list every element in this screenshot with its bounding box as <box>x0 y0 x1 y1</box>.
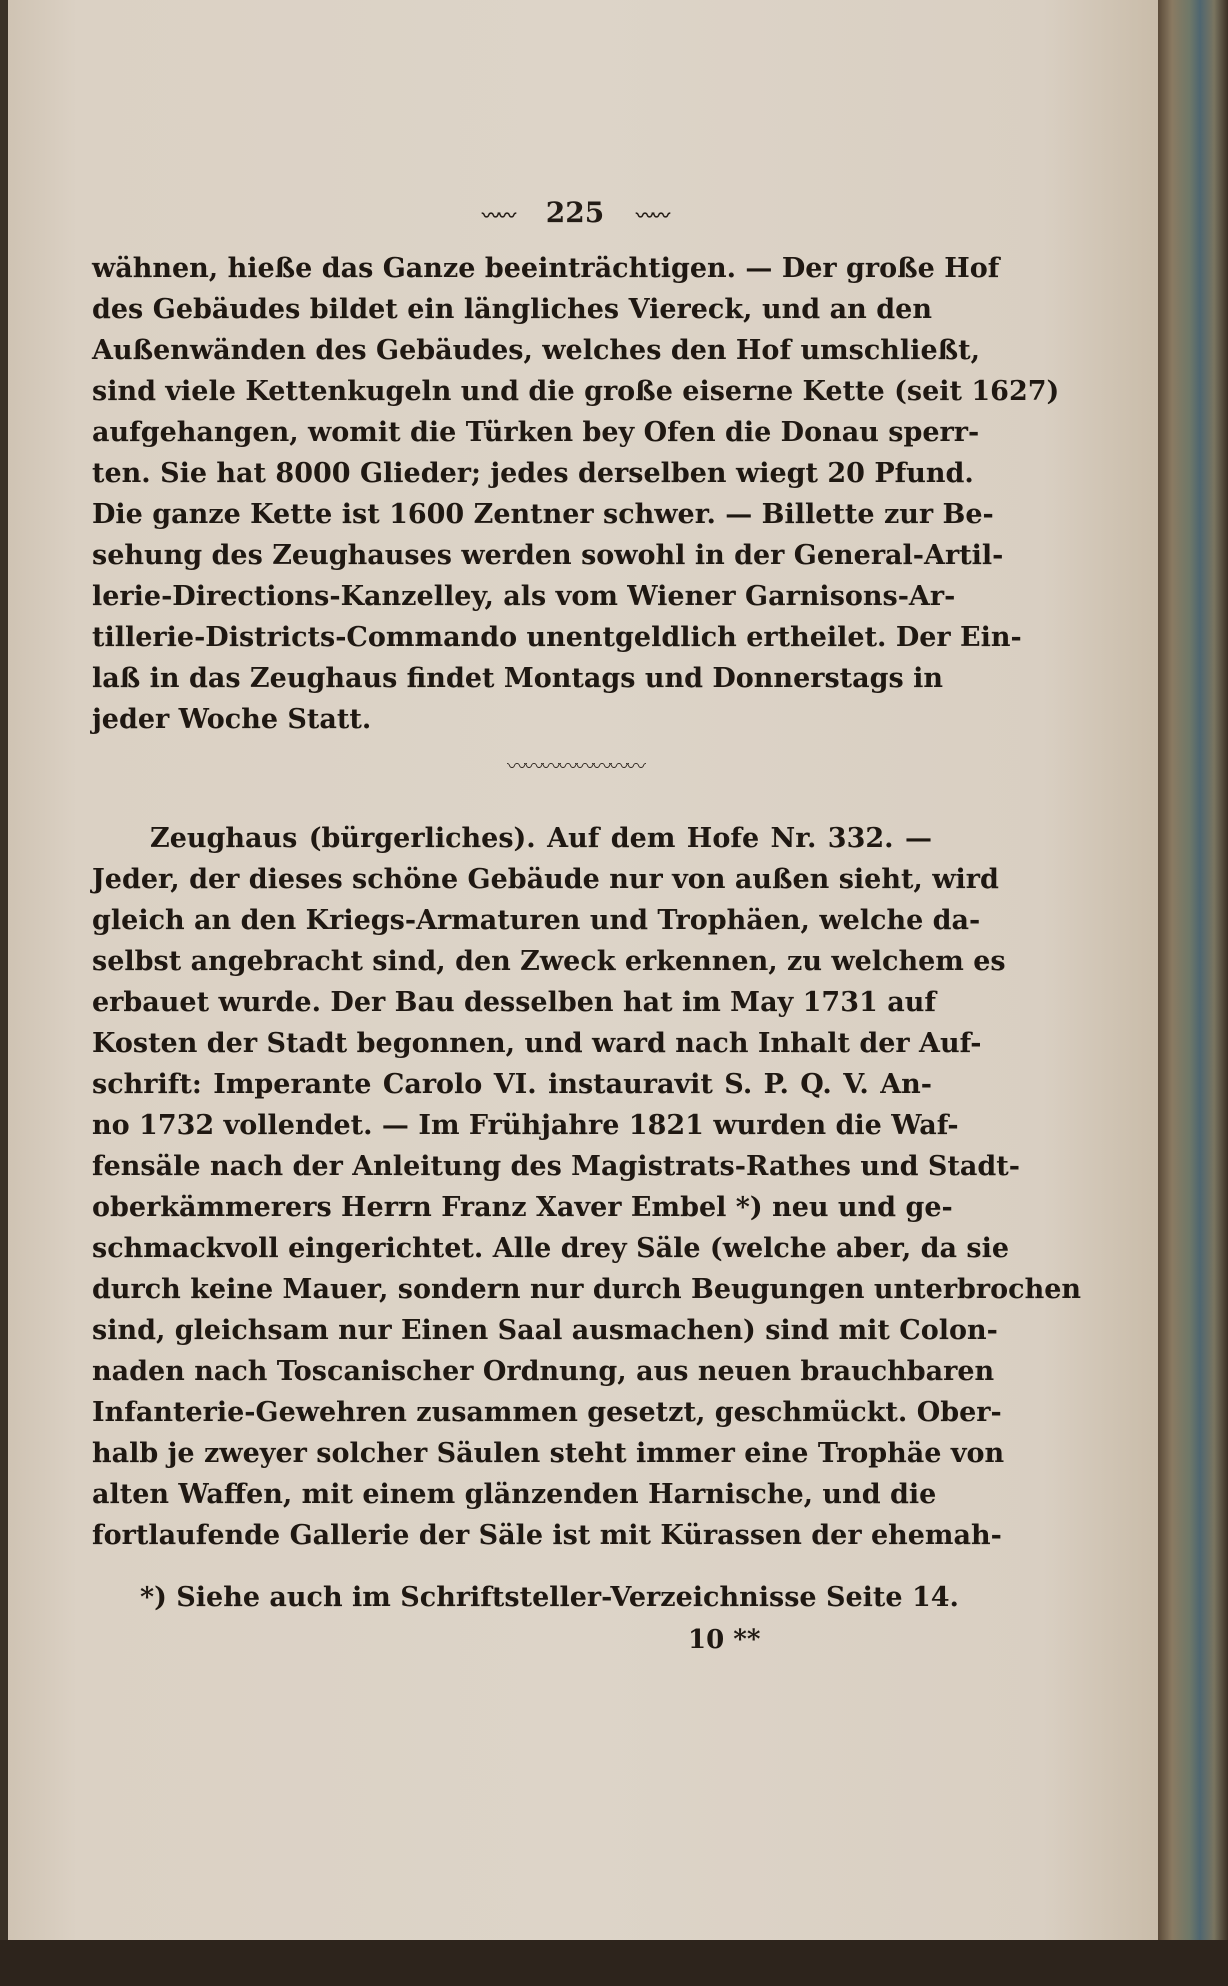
text-line: ten. Sie hat 8000 Glieder; jedes derselben wiegt 20 Pfund. <box>92 458 974 489</box>
text-line: wähnen, hieße das Ganze beeinträchtigen. — Der große Hof <box>92 253 1000 284</box>
text-line: Infanterie-Gewehren zusammen gesetzt, geschmückt. Ober- <box>92 1397 1002 1428</box>
text-line: durch keine Mauer, sondern nur durch Beugungen unterbrochen <box>92 1274 1082 1305</box>
text-line: selbst angebracht sind, den Zweck erkennen, zu welchem es <box>92 946 1006 977</box>
text-line: no 1732 vollendet. — Im Frühjahre 1821 wurden die Waf- <box>92 1110 959 1141</box>
text-line: schrift: Imperante Carolo VI. instauravit S. P. Q. V. An- <box>92 1069 932 1100</box>
running-header <box>0 196 1150 229</box>
paragraph-arsenal-civic <box>92 818 1082 1556</box>
text-line: Die ganze Kette ist 1600 Zentner schwer. — Billette zur Be- <box>92 499 994 530</box>
text-line: sehung des Zeughauses werden sowohl in der General-Artil- <box>92 540 1004 571</box>
text-line: Kosten der Stadt begonnen, und ward nach Inhalt der Auf- <box>92 1028 982 1059</box>
text-line: fortlaufende Gallerie der Säle ist mit Kürassen der ehemah- <box>92 1520 1002 1551</box>
book-fore-edge <box>1158 0 1228 1986</box>
text-line: lerie-Directions-Kanzelley, als vom Wiener Garnisons-Ar- <box>92 581 956 612</box>
text-line: aufgehangen, womit die Türken bey Ofen die Donau sperr- <box>92 417 980 448</box>
signature-mark: 10 ** <box>688 1625 761 1655</box>
text-line: Zeughaus (bürgerliches). Auf dem Hofe Nr. 332. — <box>150 823 932 854</box>
page-number: 225 <box>545 196 605 229</box>
scan-border <box>0 1940 1228 1986</box>
text-line: laß in das Zeughaus findet Montags und Donnerstags in <box>92 663 944 694</box>
text-line: des Gebäudes bildet ein längliches Viereck, und an den <box>92 294 932 325</box>
footnote: *) Siehe auch im Schriftsteller-Verzeichnisse Seite 14. <box>140 1582 959 1613</box>
text-line: sind viele Kettenkugeln und die große eiserne Kette (seit 1627) <box>92 376 1060 407</box>
text-line: tillerie-Districts-Commando unentgeldlich ertheilet. Der Ein- <box>92 622 1022 653</box>
text-line: oberkämmerers Herrn Franz Xaver Embel *) neu und ge- <box>92 1192 953 1223</box>
text-line: erbauet wurde. Der Bau desselben hat im May 1731 auf <box>92 987 936 1018</box>
section-divider: 〰〰〰〰〰〰〰〰 <box>507 754 643 778</box>
paragraph-arsenal-imperial <box>92 248 1060 740</box>
text-line: gleich an den Kriegs-Armaturen und Trophäen, welche da- <box>92 905 981 936</box>
text-line: alten Waffen, mit einem glänzenden Harnische, und die <box>92 1479 937 1510</box>
text-line: fensäle nach der Anleitung des Magistrats-Rathes und Stadt- <box>92 1151 1020 1182</box>
text-line: Jeder, der dieses schöne Gebäude nur von außen sieht, wird <box>92 864 999 895</box>
header-ornament-right: 〰〰 <box>635 205 668 227</box>
text-line: jeder Woche Statt. <box>92 704 372 735</box>
header-ornament-left: 〰〰 <box>482 205 515 227</box>
text-line: Außenwänden des Gebäudes, welches den Hof umschließt, <box>92 335 981 366</box>
text-line: halb je zweyer solcher Säulen steht immer eine Trophäe von <box>92 1438 1005 1469</box>
text-line: schmackvoll eingerichtet. Alle drey Säle (welche aber, da sie <box>92 1233 1010 1264</box>
text-line: sind, gleichsam nur Einen Saal ausmachen) sind mit Colon- <box>92 1315 998 1346</box>
text-line: naden nach Toscanischer Ordnung, aus neuen brauchbaren <box>92 1356 995 1387</box>
